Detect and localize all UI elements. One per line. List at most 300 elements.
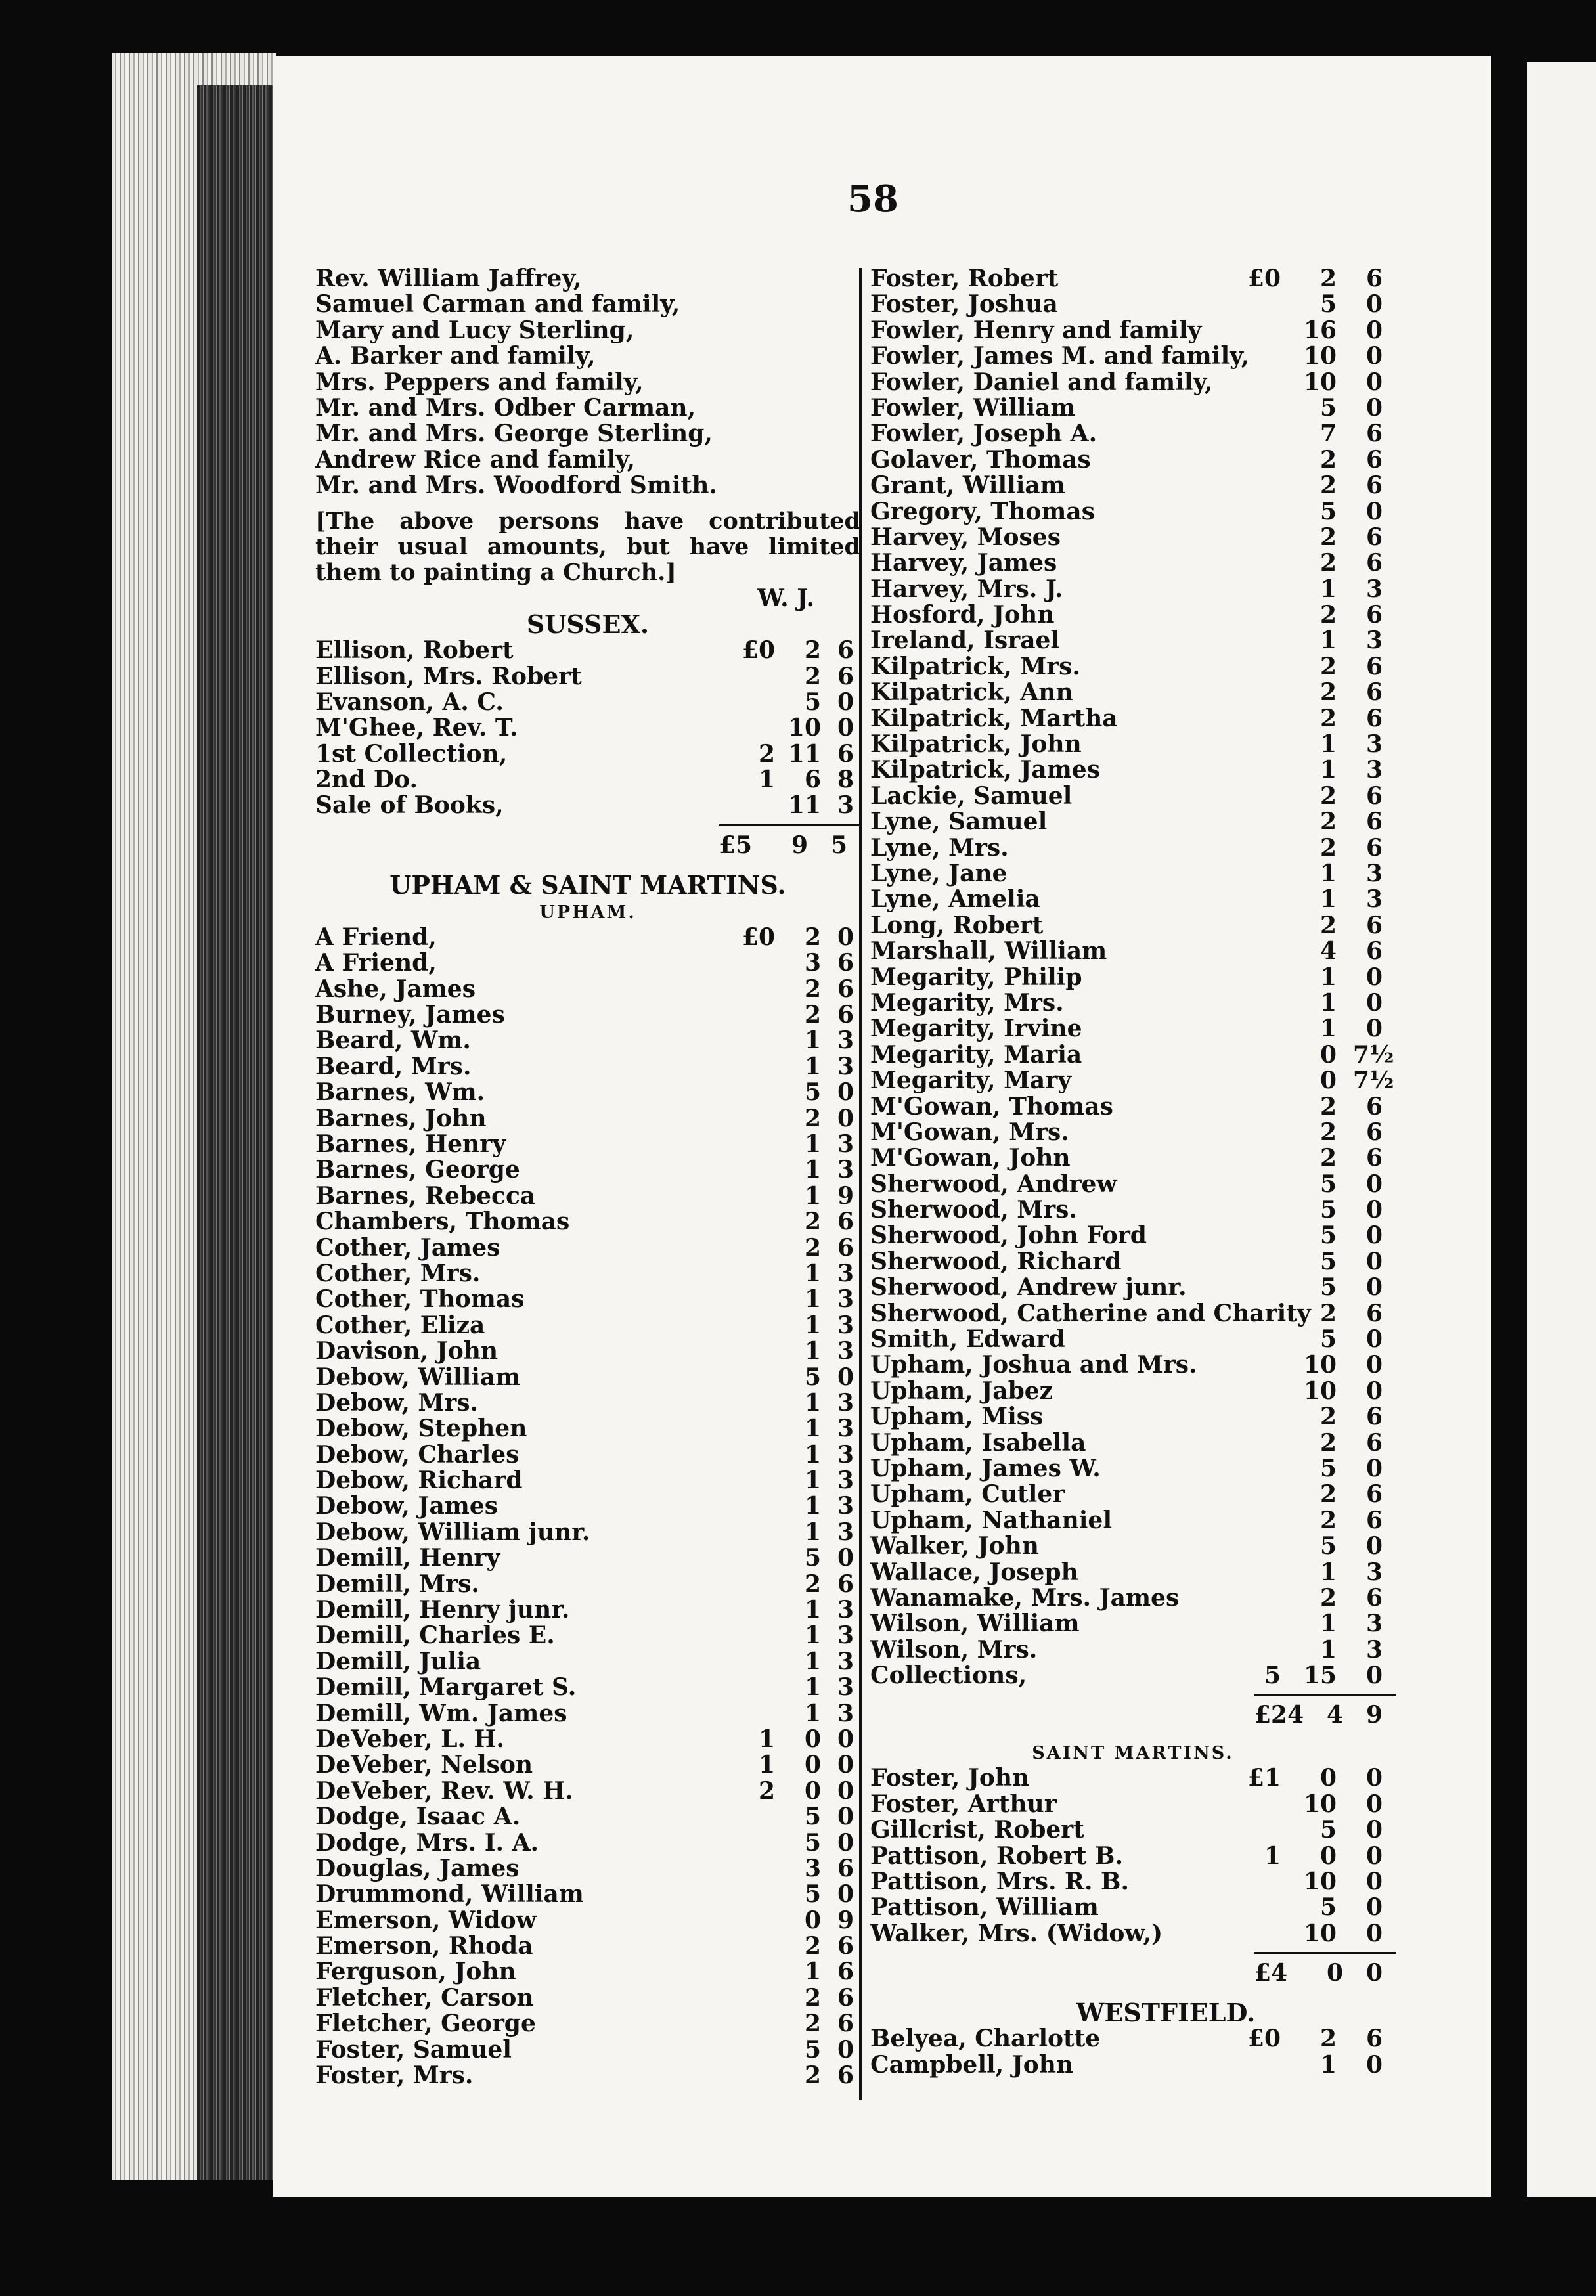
list-item bbox=[870, 732, 1396, 757]
subscriber-name: Barnes, Henry bbox=[315, 1130, 506, 1158]
amount-shillings: 1 bbox=[804, 1699, 821, 1727]
amount-shillings: 1 bbox=[1319, 756, 1337, 784]
amount-shillings: 5 bbox=[1319, 1196, 1337, 1224]
list-item bbox=[870, 887, 1396, 912]
amount-pounds: 5 bbox=[1264, 1662, 1281, 1690]
list-item bbox=[315, 1390, 860, 1416]
subscriber-name: Demill, Henry junr. bbox=[315, 1596, 570, 1624]
list-item bbox=[870, 1534, 1396, 1559]
amount-pence: 3 bbox=[837, 1647, 854, 1675]
amount-pence: 6 bbox=[1365, 833, 1383, 862]
amount-pence: 3 bbox=[837, 1518, 854, 1546]
amount-pence: 0 bbox=[837, 1803, 854, 1831]
amount-shillings: 2 bbox=[1319, 1092, 1337, 1120]
subscriber-name: Burney, James bbox=[315, 1001, 505, 1029]
subscriber-name: A Friend, bbox=[315, 923, 437, 951]
amount-pence: 6 bbox=[1365, 549, 1383, 577]
subscriber-name: Emerson, Rhoda bbox=[315, 1932, 533, 1960]
subscriber-name: Upham, James W. bbox=[870, 1454, 1101, 1482]
list-item bbox=[870, 938, 1396, 964]
amount-shillings: 2 bbox=[804, 923, 821, 951]
list-item bbox=[315, 1028, 860, 1053]
amount-pence: 0 bbox=[1365, 393, 1383, 422]
list-item bbox=[315, 1572, 860, 1597]
amount-pence: 6 bbox=[1365, 1583, 1383, 1612]
amount-pence: 3 bbox=[1365, 885, 1383, 914]
amount-shillings: 5 bbox=[1319, 290, 1337, 319]
amount-shillings: 2 bbox=[1319, 652, 1337, 680]
amount-pence: 0 bbox=[837, 714, 854, 742]
amount-shillings: 2 bbox=[1319, 1583, 1337, 1612]
subscriber-name: Upham, Isabella bbox=[870, 1428, 1086, 1457]
amount-pence: 6 bbox=[1365, 1144, 1383, 1172]
saint-martins-list bbox=[870, 1765, 1396, 1947]
list-item bbox=[870, 525, 1396, 550]
list-item bbox=[870, 1482, 1396, 1507]
subscriber-name: Pattison, William bbox=[870, 1893, 1099, 1922]
list-item bbox=[870, 654, 1396, 680]
subscriber-name: Harvey, James bbox=[870, 549, 1057, 577]
amount-pence: 6 bbox=[837, 1983, 854, 2012]
amount-pounds: 2 bbox=[758, 1777, 775, 1805]
amount-shillings: 5 bbox=[1319, 1273, 1337, 1302]
list-item bbox=[315, 1830, 860, 1856]
subscriber-name: Upham, Miss bbox=[870, 1403, 1044, 1431]
amount-shillings: 5 bbox=[1319, 1325, 1337, 1354]
amount-pence: 3 bbox=[837, 791, 854, 820]
subscriber-name: Chambers, Thomas bbox=[315, 1208, 570, 1236]
total-pence: 0 bbox=[1365, 1959, 1383, 1987]
amount-pence: 6 bbox=[837, 2062, 854, 2090]
subscriber-name: Fowler, Joseph A. bbox=[870, 420, 1097, 448]
subscriber-name: Fowler, William bbox=[870, 393, 1076, 422]
subscriber-name: Dodge, Mrs. I. A. bbox=[315, 1828, 539, 1857]
amount-shillings: 7 bbox=[1319, 420, 1337, 448]
intro-name: Mary and Lucy Sterling, bbox=[315, 316, 634, 344]
subscriber-name: Upham, Jabez bbox=[870, 1377, 1053, 1405]
list-item bbox=[870, 1145, 1396, 1171]
amount-shillings: 1 bbox=[1319, 859, 1337, 887]
list-item bbox=[870, 447, 1396, 473]
list-item bbox=[870, 1611, 1396, 1637]
amount-pence: 6 bbox=[837, 662, 854, 690]
subscriber-name: Upham, Cutler bbox=[870, 1480, 1065, 1509]
amount-shillings: 5 bbox=[804, 1078, 821, 1107]
adjacent-page-edge bbox=[1527, 62, 1596, 2197]
amount-shillings: 5 bbox=[804, 688, 821, 716]
amount-shillings: 5 bbox=[804, 1828, 821, 1857]
list-item bbox=[315, 1338, 860, 1364]
amount-pence: 6 bbox=[1365, 601, 1383, 629]
amount-pence: 0 bbox=[1365, 1170, 1383, 1198]
amount-shillings: 5 bbox=[1319, 1893, 1337, 1922]
amount-pence: 0 bbox=[1365, 316, 1383, 344]
amount-pence: 0 bbox=[1365, 1454, 1383, 1482]
list-item bbox=[315, 1080, 860, 1105]
amount-shillings: 1 bbox=[804, 1647, 821, 1675]
list-item bbox=[870, 1094, 1396, 1120]
amount-shillings: 10 bbox=[1303, 1351, 1337, 1379]
amount-pence: 6 bbox=[1365, 1299, 1383, 1327]
amount-pence: 6 bbox=[837, 636, 854, 665]
subscriber-name: Fowler, James M. and family, bbox=[870, 342, 1250, 370]
contribution-note: [The above persons have contributed their usual amounts, but have limited them to painting a Church.] bbox=[315, 507, 860, 586]
subscriber-name: Cother, Eliza bbox=[315, 1311, 485, 1339]
page-number: 58 bbox=[847, 177, 898, 221]
list-item bbox=[315, 1493, 860, 1519]
subscriber-name: Walker, John bbox=[870, 1532, 1039, 1560]
list-item bbox=[870, 1352, 1396, 1378]
amount-pence: 0 bbox=[1365, 1764, 1383, 1792]
amount-shillings: 1 bbox=[1319, 575, 1337, 603]
amount-pence: 6 bbox=[1365, 1118, 1383, 1146]
subscriber-name: Upham, Nathaniel bbox=[870, 1506, 1113, 1534]
amount-pence: 6 bbox=[1365, 523, 1383, 551]
amount-pence: 3 bbox=[837, 1622, 854, 1650]
list-item bbox=[870, 680, 1396, 705]
subscriber-name: Ellison, Mrs. Robert bbox=[315, 662, 582, 690]
amount-pence: 3 bbox=[837, 1673, 854, 1702]
upham-saint-martins-heading: UPHAM & SAINT MARTINS. bbox=[389, 870, 786, 900]
amount-shillings: 5 bbox=[1319, 1247, 1337, 1275]
list-item bbox=[870, 1869, 1396, 1895]
subscriber-name: Collections, bbox=[870, 1662, 1027, 1690]
note-signature bbox=[315, 586, 860, 611]
subscriber-name: Sherwood, John Ford bbox=[870, 1222, 1147, 1250]
amount-shillings: 5 bbox=[1319, 1454, 1337, 1482]
amount-pence: 7½ bbox=[1353, 1067, 1394, 1095]
list-item bbox=[315, 1752, 860, 1778]
amount-pence: 6 bbox=[837, 975, 854, 1003]
list-item bbox=[870, 706, 1396, 732]
subscriber-name: Demill, Henry bbox=[315, 1544, 500, 1572]
amount-shillings: 2 bbox=[804, 1932, 821, 1960]
list-item bbox=[315, 1649, 860, 1675]
amount-shillings: 2 bbox=[804, 636, 821, 665]
total-shillings: 9 bbox=[791, 831, 808, 859]
sussex-list bbox=[315, 638, 860, 819]
subscriber-name: Evanson, A. C. bbox=[315, 688, 504, 716]
list-item bbox=[870, 1585, 1396, 1611]
amount-shillings: 5 bbox=[1319, 1532, 1337, 1560]
subscriber-name: Campbell, John bbox=[870, 2050, 1074, 2079]
list-item bbox=[315, 2063, 860, 2088]
list-item bbox=[870, 1637, 1396, 1663]
left-column bbox=[315, 266, 860, 2088]
amount-shillings: 1 bbox=[804, 1181, 821, 1210]
amount-pence: 3 bbox=[837, 1388, 854, 1417]
list-item bbox=[315, 1416, 860, 1442]
amount-pence: 3 bbox=[837, 1027, 854, 1055]
list-item bbox=[870, 395, 1396, 421]
amount-pence: 3 bbox=[837, 1285, 854, 1314]
list-item bbox=[315, 950, 860, 976]
total-pounds: £5 bbox=[719, 831, 753, 859]
amount-shillings: 0 bbox=[804, 1751, 821, 1779]
amount-shillings: 11 bbox=[787, 740, 821, 768]
subscriber-name: Fletcher, George bbox=[315, 2010, 536, 2038]
list-item bbox=[315, 767, 860, 793]
amount-pounds: 1 bbox=[758, 766, 775, 794]
list-item bbox=[315, 690, 860, 715]
amount-shillings: 10 bbox=[1303, 368, 1337, 396]
list-item bbox=[315, 1727, 860, 1752]
amount-pence: 0 bbox=[837, 1777, 854, 1805]
amount-shillings: 1 bbox=[804, 1156, 821, 1184]
list-item bbox=[870, 913, 1396, 938]
total-pence: 9 bbox=[1365, 1701, 1383, 1729]
subscriber-name: Golaver, Thomas bbox=[870, 445, 1091, 474]
amount-shillings: 1 bbox=[804, 1388, 821, 1417]
amount-shillings: 2 bbox=[1319, 911, 1337, 939]
amount-shillings: 1 bbox=[804, 1673, 821, 1702]
list-item bbox=[315, 1985, 860, 2011]
amount-shillings: 2 bbox=[1319, 445, 1337, 474]
list-item bbox=[870, 757, 1396, 783]
list-item bbox=[870, 1068, 1396, 1093]
amount-pence: 6 bbox=[837, 1932, 854, 1960]
sussex-heading: SUSSEX. bbox=[526, 609, 650, 640]
amount-pence: 0 bbox=[1365, 963, 1383, 991]
amount-pence: 3 bbox=[1365, 627, 1383, 655]
subscriber-name: Hosford, John bbox=[870, 601, 1055, 629]
subscriber-name: Debow, William junr. bbox=[315, 1518, 590, 1546]
total-pounds: £24 bbox=[1254, 1701, 1304, 1729]
amount-shillings: 6 bbox=[804, 766, 821, 794]
list-item bbox=[870, 602, 1396, 628]
amount-pounds: £0 bbox=[1247, 2025, 1281, 2053]
total-pounds: £4 bbox=[1254, 1959, 1288, 1987]
subscriber-name: M'Gowan, Thomas bbox=[870, 1092, 1113, 1120]
subscriber-name: Wilson, Mrs. bbox=[870, 1635, 1038, 1664]
amount-shillings: 2 bbox=[804, 1208, 821, 1236]
amount-pence: 6 bbox=[1365, 911, 1383, 939]
subscriber-name: Foster, Joshua bbox=[870, 290, 1058, 319]
subscriber-name: Lyne, Samuel bbox=[870, 808, 1048, 836]
amount-pence: 3 bbox=[837, 1492, 854, 1520]
amount-shillings: 5 bbox=[1319, 1222, 1337, 1250]
amount-pence: 0 bbox=[1365, 1893, 1383, 1922]
list-item bbox=[870, 550, 1396, 576]
total-shillings: 0 bbox=[1326, 1959, 1343, 1987]
note-signature-text: W. J. bbox=[757, 584, 814, 612]
amount-shillings: 5 bbox=[804, 1544, 821, 1572]
list-item bbox=[315, 2037, 860, 2063]
subscriber-name: Lackie, Samuel bbox=[870, 782, 1073, 810]
subscriber-name: Belyea, Charlotte bbox=[870, 2025, 1101, 2053]
amount-shillings: 15 bbox=[1303, 1662, 1337, 1690]
list-item bbox=[870, 370, 1396, 395]
amount-pence: 6 bbox=[1365, 1403, 1383, 1431]
list-item bbox=[870, 784, 1396, 809]
westfield-heading: WESTFIELD. bbox=[1076, 1998, 1256, 2028]
subscriber-name: Lyne, Jane bbox=[870, 859, 1008, 887]
list-item bbox=[315, 1261, 860, 1287]
list-item bbox=[315, 1054, 860, 1080]
subscriber-name: Demill, Margaret S. bbox=[315, 1673, 577, 1702]
amount-shillings: 11 bbox=[787, 791, 821, 820]
subscriber-name: Fletcher, Carson bbox=[315, 1983, 534, 2012]
amount-shillings: 1 bbox=[1319, 988, 1337, 1017]
list-item bbox=[315, 1804, 860, 1830]
amount-pence: 0 bbox=[1365, 1868, 1383, 1896]
amount-shillings: 5 bbox=[804, 2035, 821, 2064]
subscriber-name: Sherwood, Richard bbox=[870, 1247, 1122, 1275]
subscriber-name: Kilpatrick, James bbox=[870, 756, 1100, 784]
amount-pence: 6 bbox=[837, 1208, 854, 1236]
list-item bbox=[870, 1379, 1396, 1404]
list-item bbox=[315, 1157, 860, 1183]
subscriber-name: Fowler, Daniel and family, bbox=[870, 368, 1213, 396]
amount-shillings: 3 bbox=[804, 1854, 821, 1882]
amount-shillings: 2 bbox=[804, 1104, 821, 1132]
amount-pence: 7½ bbox=[1353, 1040, 1394, 1069]
amount-pence: 3 bbox=[1365, 730, 1383, 759]
amount-shillings: 1 bbox=[1319, 885, 1337, 914]
list-item bbox=[870, 861, 1396, 887]
amount-shillings: 1 bbox=[1319, 1610, 1337, 1638]
amount-shillings: 1 bbox=[804, 1622, 821, 1650]
list-item bbox=[870, 292, 1396, 317]
subscriber-name: Debow, Richard bbox=[315, 1467, 523, 1495]
amount-shillings: 0 bbox=[804, 1906, 821, 1934]
amount-pence: 0 bbox=[837, 1544, 854, 1572]
amount-pence: 3 bbox=[1365, 1610, 1383, 1638]
subscriber-name: Beard, Wm. bbox=[315, 1027, 471, 1055]
amount-pence: 8 bbox=[837, 766, 854, 794]
amount-pence: 0 bbox=[1365, 1790, 1383, 1818]
amount-shillings: 1 bbox=[1319, 627, 1337, 655]
amount-pence: 3 bbox=[837, 1156, 854, 1184]
subscriber-name: Harvey, Mrs. J. bbox=[870, 575, 1063, 603]
list-item bbox=[870, 1560, 1396, 1585]
list-item bbox=[315, 1959, 860, 1985]
amount-pence: 6 bbox=[1365, 472, 1383, 500]
amount-pence: 6 bbox=[1365, 1092, 1383, 1120]
list-item bbox=[315, 1778, 860, 1804]
amount-shillings: 0 bbox=[1319, 1842, 1337, 1870]
subscriber-name: Megarity, Philip bbox=[870, 963, 1082, 991]
list-item bbox=[870, 2052, 1396, 2078]
amount-pence: 3 bbox=[837, 1415, 854, 1443]
amount-shillings: 5 bbox=[1319, 497, 1337, 525]
list-item bbox=[315, 638, 860, 663]
subscriber-name: Douglas, James bbox=[315, 1854, 520, 1882]
subscriber-name: Kilpatrick, Martha bbox=[870, 704, 1118, 732]
list-item bbox=[315, 1597, 860, 1623]
amount-shillings: 1 bbox=[804, 1518, 821, 1546]
amount-pence: 3 bbox=[837, 1440, 854, 1468]
amount-pence: 6 bbox=[1365, 445, 1383, 474]
amount-pence: 0 bbox=[837, 1104, 854, 1132]
amount-pence: 6 bbox=[837, 1570, 854, 1598]
amount-pence: 0 bbox=[1365, 1351, 1383, 1379]
amount-pence: 3 bbox=[837, 1130, 854, 1158]
subscriber-name: Kilpatrick, John bbox=[870, 730, 1082, 759]
list-item bbox=[870, 421, 1396, 447]
intro-name: Mr. and Mrs. George Sterling, bbox=[315, 420, 713, 448]
subscriber-name: Debow, Stephen bbox=[315, 1415, 527, 1443]
amount-shillings: 1 bbox=[804, 1311, 821, 1339]
subscriber-name: Sherwood, Catherine and Charity bbox=[870, 1299, 1311, 1327]
amount-shillings: 2 bbox=[1319, 472, 1337, 500]
subscriber-name: DeVeber, Rev. W. H. bbox=[315, 1777, 573, 1805]
amount-pounds: 1 bbox=[1264, 1842, 1281, 1870]
amount-shillings: 0 bbox=[804, 1777, 821, 1805]
amount-pence: 0 bbox=[837, 2035, 854, 2064]
subscriber-name: Lyne, Amelia bbox=[870, 885, 1040, 914]
list-item bbox=[870, 1120, 1396, 1145]
list-item bbox=[315, 1235, 860, 1261]
amount-pence: 0 bbox=[1365, 290, 1383, 319]
amount-shillings: 1 bbox=[1319, 1558, 1337, 1586]
amount-pence: 0 bbox=[1365, 1325, 1383, 1354]
amount-pence: 3 bbox=[837, 1052, 854, 1080]
list-item bbox=[870, 577, 1396, 602]
intro-names-list bbox=[315, 266, 860, 499]
amount-shillings: 2 bbox=[1319, 601, 1337, 629]
total-shillings: 4 bbox=[1326, 1701, 1343, 1729]
amount-pounds: £0 bbox=[742, 923, 775, 951]
subscriber-name: 2nd Do. bbox=[315, 766, 418, 794]
amount-pence: 6 bbox=[1365, 678, 1383, 707]
amount-shillings: 2 bbox=[1319, 678, 1337, 707]
amount-pence: 3 bbox=[837, 1311, 854, 1339]
amount-shillings: 5 bbox=[804, 1880, 821, 1909]
list-item bbox=[315, 741, 860, 767]
amount-shillings: 2 bbox=[804, 1983, 821, 2012]
amount-shillings: 2 bbox=[804, 975, 821, 1003]
list-item bbox=[870, 1404, 1396, 1430]
amount-shillings: 5 bbox=[804, 1363, 821, 1391]
subscriber-name: M'Gowan, Mrs. bbox=[870, 1118, 1069, 1146]
amount-shillings: 5 bbox=[804, 1803, 821, 1831]
subscriber-name: Lyne, Mrs. bbox=[870, 833, 1009, 862]
total-pence: 5 bbox=[830, 831, 847, 859]
book-spine bbox=[197, 85, 275, 2180]
amount-pence: 6 bbox=[837, 1233, 854, 1262]
subscriber-name: Gillcrist, Robert bbox=[870, 1816, 1084, 1844]
amount-pence: 3 bbox=[837, 1596, 854, 1624]
amount-shillings: 2 bbox=[1319, 808, 1337, 836]
amount-pence: 3 bbox=[837, 1699, 854, 1727]
amount-shillings: 2 bbox=[1319, 1144, 1337, 1172]
intro-name: Samuel Carman and family, bbox=[315, 290, 680, 319]
subscriber-name: Sherwood, Mrs. bbox=[870, 1196, 1077, 1224]
subscriber-name: Demill, Mrs. bbox=[315, 1570, 479, 1598]
amount-shillings: 10 bbox=[787, 714, 821, 742]
amount-pence: 0 bbox=[1365, 497, 1383, 525]
list-item bbox=[315, 1183, 860, 1209]
amount-pence: 6 bbox=[1365, 704, 1383, 732]
subscriber-name: Beard, Mrs. bbox=[315, 1052, 472, 1080]
list-item bbox=[870, 343, 1396, 369]
subscriber-name: Davison, John bbox=[315, 1337, 499, 1365]
upham-continued-list bbox=[870, 266, 1396, 1689]
subscriber-name: Walker, Mrs. (Widow,) bbox=[870, 1919, 1163, 1947]
list-item bbox=[870, 1895, 1396, 1920]
amount-shillings: 1 bbox=[804, 1052, 821, 1080]
subscriber-name: DeVeber, Nelson bbox=[315, 1751, 533, 1779]
subscriber-name: Debow, Charles bbox=[315, 1440, 520, 1468]
subscriber-name: Debow, James bbox=[315, 1492, 499, 1520]
subscriber-name: Ferguson, John bbox=[315, 1958, 516, 1986]
amount-shillings: 1 bbox=[1319, 730, 1337, 759]
intro-name: Andrew Rice and family, bbox=[315, 445, 636, 474]
subscriber-name: Ireland, Israel bbox=[870, 627, 1060, 655]
amount-shillings: 10 bbox=[1303, 1377, 1337, 1405]
subscriber-name: Wallace, Joseph bbox=[870, 1558, 1078, 1586]
